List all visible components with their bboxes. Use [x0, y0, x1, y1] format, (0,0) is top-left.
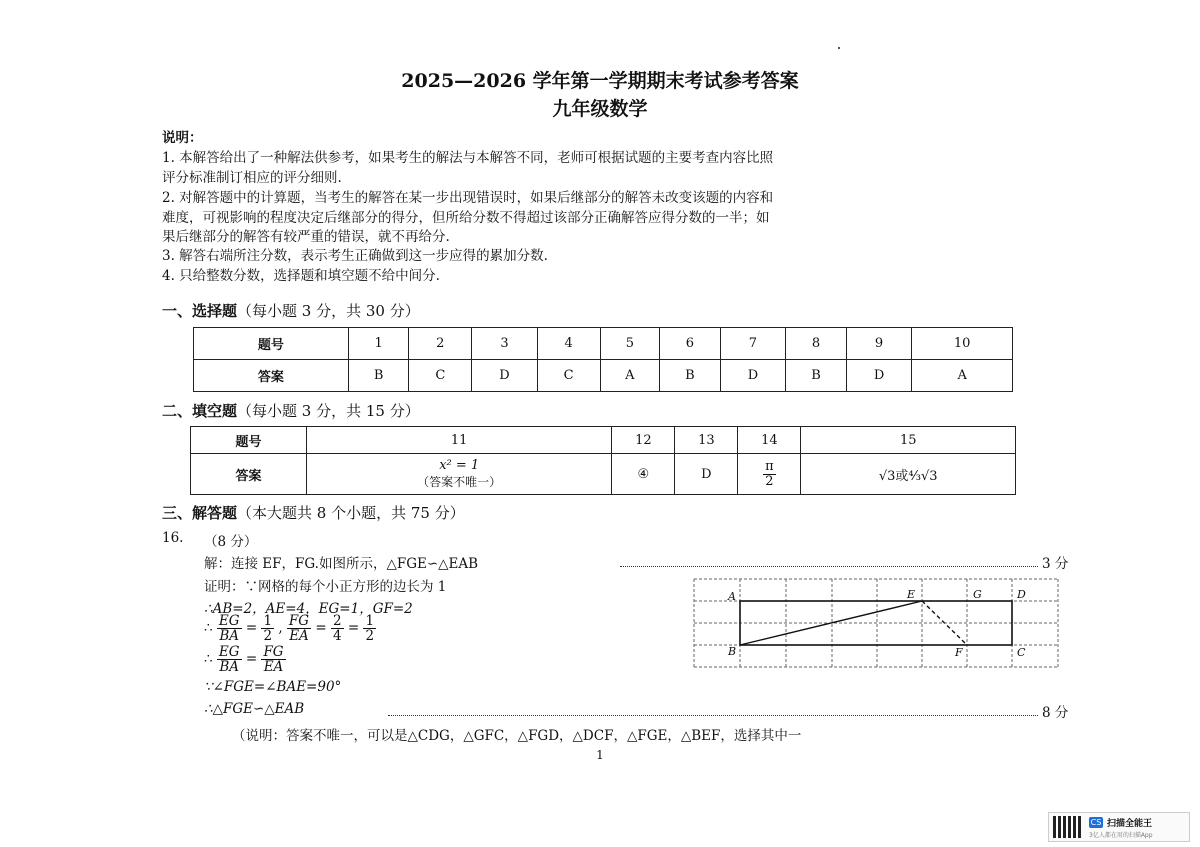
table-cell: C [409, 360, 472, 392]
table-cell: 题号 [194, 328, 349, 360]
note-line: 2. 对解答题中的计算题，当考生的解答在某一步出现错误时，如果后继部分的解答未改变该题的内容和 [162, 190, 774, 206]
fraction [261, 614, 274, 643]
note-line: 3. 解答右端所注分数，表示考生正确做到这一步应得的累加分数. [162, 248, 548, 264]
table-cell: 答案 [194, 360, 349, 392]
fraction-numerator: FG [288, 613, 310, 629]
fraction [331, 614, 344, 643]
table-cell: 15 [801, 427, 1016, 454]
table-cell: 10 [912, 328, 1013, 360]
equals-sign: = [245, 651, 258, 668]
table-cell: D [472, 360, 538, 392]
grid-lines [694, 579, 1058, 667]
table-cell: 3 [472, 328, 538, 360]
section1-detail: （每小题 3 分，共 30 分） [237, 302, 420, 320]
table-row [191, 427, 1016, 454]
comma: , [278, 620, 283, 637]
equals-sign: = [315, 620, 327, 637]
fill-answer-table [190, 426, 1016, 495]
question-points: （8 分） [204, 534, 258, 550]
therefore-symbol: ∴ [204, 651, 213, 668]
point-label-e: E [907, 588, 916, 601]
table-cell: 13 [675, 427, 738, 454]
table-cell: 7 [720, 328, 786, 360]
scan-speck [838, 47, 840, 49]
point-label-d: D [1017, 588, 1026, 601]
fraction-numerator: π [765, 458, 774, 474]
fraction-equation-2 [204, 645, 286, 674]
fraction-equation-1 [204, 614, 376, 643]
fraction-denominator: 2 [263, 628, 273, 645]
solution-line: 解：连接 EF，FG.如图所示，△FGE∽△EAB [204, 556, 479, 572]
note-line: 1. 本解答给出了一种解法供参考，如果考生的解法与本解答不同，老师可根据试题的主要考查内容比照 [162, 150, 774, 166]
fraction [261, 645, 285, 674]
table-cell: 1 [348, 328, 409, 360]
table-cell: 12 [612, 427, 675, 454]
point-label-b: B [728, 645, 737, 658]
fraction-numerator: EG [218, 644, 240, 660]
note-line: 果后继部分的解答有较严重的错误，就不再给分. [162, 229, 450, 245]
point-label-f: F [955, 646, 963, 659]
scanner-logo: CS [1090, 818, 1102, 827]
table-cell: B [348, 360, 409, 392]
table-cell: A [912, 360, 1013, 392]
question-number: 16. [162, 530, 184, 546]
table-cell: D [846, 360, 912, 392]
table-cell: 14 [738, 427, 801, 454]
table-cell: 2 [409, 328, 472, 360]
page-title: 2025—2026 学年第一学期期末考试参考答案 [401, 70, 799, 92]
fraction-numerator: 1 [263, 613, 273, 629]
note-line: 4. 只给整数分数，选择题和填空题不给中间分. [162, 268, 440, 284]
section3-heading [162, 502, 465, 523]
table-cell: B [660, 360, 721, 392]
fraction-denominator: BA [219, 659, 240, 676]
section3-label: 三、解答题 [162, 504, 238, 522]
score-label: 8 分 [1042, 705, 1069, 721]
table-cell: 11 [307, 427, 612, 454]
fraction-denominator: EA [263, 659, 284, 676]
note-line: 难度，可视影响的程度决定后继部分的得分，但所给分数不得超过该部分正确解答应得分数的一半；如 [162, 210, 770, 226]
table-cell: 答案 [191, 454, 307, 495]
scanner-watermark [1048, 812, 1190, 842]
table-cell [738, 454, 801, 495]
table-cell: D [720, 360, 786, 392]
scanner-name: 扫描全能王 [1107, 819, 1153, 829]
qr-code-icon [1053, 816, 1081, 838]
table-cell: B [786, 360, 847, 392]
page-number: 1 [596, 748, 604, 762]
page-subtitle: 九年级数学 [552, 98, 648, 120]
table-row [194, 360, 1013, 392]
fraction [217, 614, 242, 643]
table-cell: 6 [660, 328, 721, 360]
section2-label: 二、填空题 [162, 402, 238, 420]
solution-line: ∴AB=2，AE=4，EG=1，GF=2 [204, 601, 413, 617]
fraction-denominator: 2 [765, 473, 774, 489]
fraction-numerator: FG [263, 644, 284, 660]
table-cell: 4 [537, 328, 600, 360]
table-cell: ④ [612, 454, 675, 495]
solution-line: 证明：∵网格的每个小正方形的边长为 1 [204, 579, 447, 595]
table-cell: C [537, 360, 600, 392]
section1-heading [162, 300, 420, 321]
section3-detail: （本大题共 8 个小题，共 75 分） [237, 504, 465, 522]
scanner-sub: 3亿人都在用的扫描App [1089, 832, 1153, 839]
fraction [363, 614, 376, 643]
point-label-a: A [728, 590, 736, 603]
fraction-denominator: 2 [365, 628, 375, 645]
table-row [194, 328, 1013, 360]
table-cell: √3或⁴⁄₃√3 [801, 454, 1016, 495]
score-label: 3 分 [1042, 556, 1069, 572]
section1-label: 一、选择题 [162, 302, 238, 320]
point-label-c: C [1017, 646, 1026, 659]
section2-heading [162, 400, 420, 421]
score-leader [388, 715, 1038, 716]
therefore-symbol: ∴ [204, 620, 213, 637]
section2-detail: （每小题 3 分，共 15 分） [237, 402, 420, 420]
table-cell [307, 454, 612, 495]
table-cell: A [600, 360, 660, 392]
answer-11-note: （答案不唯一） [417, 475, 502, 489]
fraction [217, 645, 242, 674]
solution-note: （说明：答案不唯一，可以是△CDG，△GFC，△FGD，△DCF，△FGE，△BEF，选择其中一 [232, 728, 802, 744]
table-cell: 题号 [191, 427, 307, 454]
fraction-numerator: 2 [332, 613, 342, 629]
grid-figure [693, 578, 1059, 670]
table-row [191, 454, 1016, 495]
point-label-g: G [973, 588, 982, 601]
equals-sign: = [245, 620, 258, 637]
answer-14 [763, 460, 776, 488]
notes-heading: 说明： [162, 130, 203, 146]
fraction-denominator: EA [289, 628, 309, 645]
choice-answer-table [193, 327, 1013, 392]
table-cell: 5 [600, 328, 660, 360]
table-cell: D [675, 454, 738, 495]
fraction-numerator: EG [218, 613, 240, 629]
answer-11: x² = 1 [439, 458, 480, 473]
score-leader [620, 566, 1038, 567]
equals-sign: = [347, 620, 360, 637]
fraction-numerator: 1 [365, 613, 375, 629]
fraction-denominator: 4 [332, 628, 342, 645]
solution-line: ∵∠FGE=∠BAE=90° [204, 679, 342, 695]
note-line: 评分标准制订相应的评分细则. [162, 170, 342, 186]
table-cell: 9 [846, 328, 912, 360]
fraction-denominator: BA [219, 628, 240, 645]
solution-line: ∴△FGE∽△EAB [204, 701, 305, 717]
table-cell: 8 [786, 328, 847, 360]
fraction [287, 614, 311, 643]
